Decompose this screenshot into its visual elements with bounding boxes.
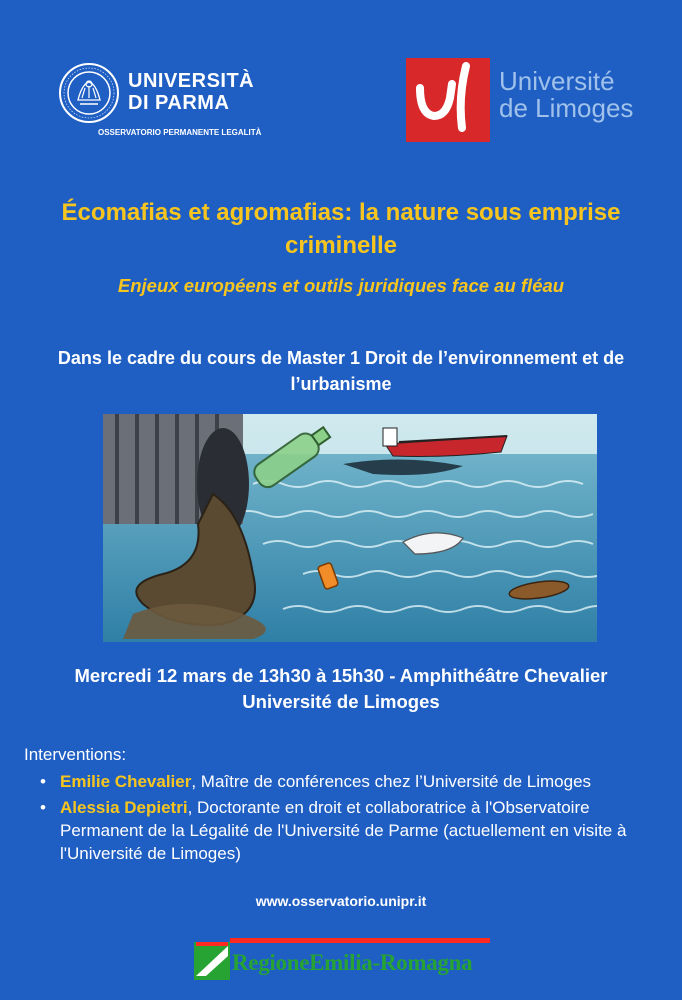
polluted-sea-illustration xyxy=(103,414,597,642)
region-name: RegioneEmilia-Romagna xyxy=(232,950,473,975)
bullet-icon: • xyxy=(40,798,46,817)
speaker-item xyxy=(40,796,660,865)
parma-name: UNIVERSITÀ DI PARMA xyxy=(128,70,255,114)
parma-observatory-label: OSSERVATORIO PERMANENTE LEGALITÀ xyxy=(98,128,262,137)
limoges-ul-mark-icon xyxy=(406,58,490,142)
event-title: Écomafias et agromafias: la nature sous emprise criminelle xyxy=(61,199,621,259)
limoges-name: Université de Limoges xyxy=(499,66,634,123)
regione-emilia-romagna-logo xyxy=(194,938,490,986)
speaker-item xyxy=(40,770,660,793)
speaker-name: Emilie Chevalier xyxy=(60,772,192,791)
event-datetime: Mercredi 12 mars de 13h30 à 15h30 - Amphithéâtre Chevalier xyxy=(74,665,608,686)
universita-di-parma-logo xyxy=(58,62,262,142)
parma-seal-icon xyxy=(58,62,120,124)
website-link[interactable]: www.osservatorio.unipr.it xyxy=(255,893,427,909)
event-venue: Université de Limoges xyxy=(242,691,440,712)
region-red-bar xyxy=(230,938,490,943)
region-flag-icon xyxy=(194,942,230,980)
event-when xyxy=(20,663,662,715)
universite-de-limoges-logo xyxy=(406,58,666,142)
interventions-heading: Interventions: xyxy=(24,745,127,764)
interventions-list xyxy=(40,770,660,868)
speaker-name: Alessia Depietri xyxy=(60,798,188,817)
event-subtitle: Enjeux européens et outils juridiques face au fléau xyxy=(117,275,565,296)
course-context: Dans le cadre du cours de Master 1 Droit de l’environnement et de l’urbanisme xyxy=(57,348,625,394)
speaker-role: , Doctorante en droit et collaboratrice à l'Observatoire Permanent de la Légalité de l'Université de Parme (actuellement en visite à l'Université de Limoges) xyxy=(60,798,627,863)
bullet-icon: • xyxy=(40,772,46,791)
speaker-role: , Maître de conférences chez l’Université de Limoges xyxy=(191,772,592,791)
